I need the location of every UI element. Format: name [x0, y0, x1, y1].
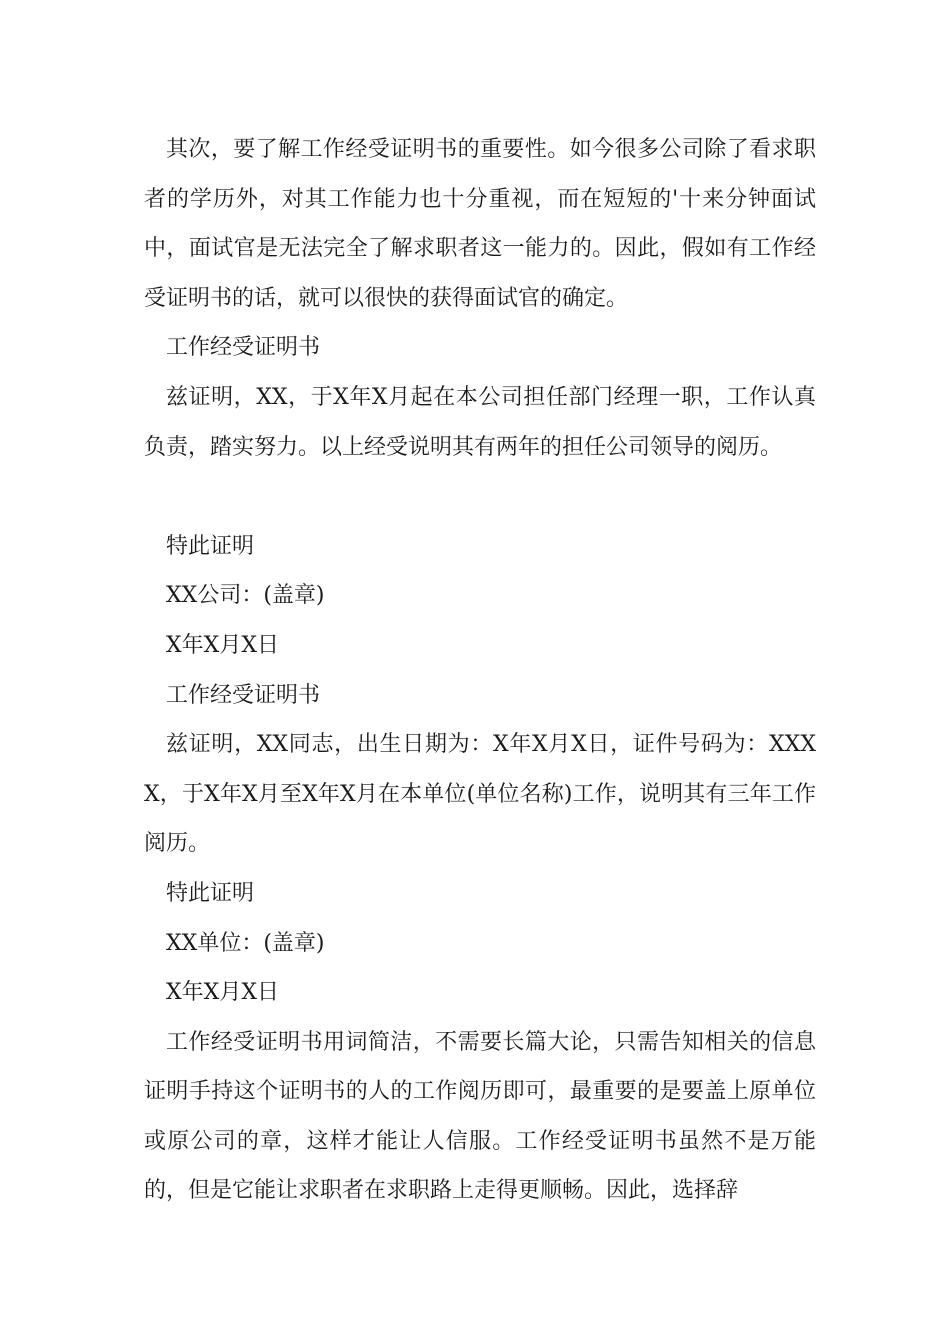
certificate-date: X年X月X日: [166, 632, 279, 658]
certificate-issuer: XX公司：(盖章): [166, 583, 325, 609]
certificate-title: 工作经受证明书: [166, 335, 321, 361]
closing-paragraph: 工作经受证明书用词简洁，不需要长篇大论，只需告知相关的信息证明手持这个证明书的人的工作阅历即可，最重要的是要盖上原单位或原公司的章，这样才能让人信服。工作经受证明书虽然不是万能的，但是它能让求职者在求职路上走得更顺畅。因此，选择辞: [144, 1029, 816, 1204]
certificate-body: 兹证明，XX，于X年X月起在本公司担任部门经理一职，工作认真负责，踏实努力。以上经受说明其有两年的担任公司领导的阅历。: [144, 384, 816, 460]
certificate-title: 工作经受证明书: [166, 682, 321, 708]
intro-paragraph: 其次，要了解工作经受证明书的重要性。如今很多公司除了看求职者的学历外，对其工作能力也十分重视，而在短短的'十来分钟面试中，面试官是无法完全了解求职者这一能力的。因此，假如有工作经受证明书的话，就可以很快的获得面试官的确定。: [144, 137, 816, 311]
certificate-body: 兹证明，XX同志，出生日期为：X年X月X日，证件号码为：XXXX，于X年X月至X年X月在本单位(单位名称)工作，说明其有三年工作阅历。: [144, 732, 816, 857]
certificate-closing: 特此证明: [166, 533, 255, 559]
certificate-closing: 特此证明: [166, 880, 255, 906]
certificate-issuer: XX单位：(盖章): [166, 930, 325, 956]
certificate-date: X年X月X日: [166, 980, 279, 1006]
blank-line: [144, 472, 816, 522]
document-body: [144, 125, 816, 1216]
